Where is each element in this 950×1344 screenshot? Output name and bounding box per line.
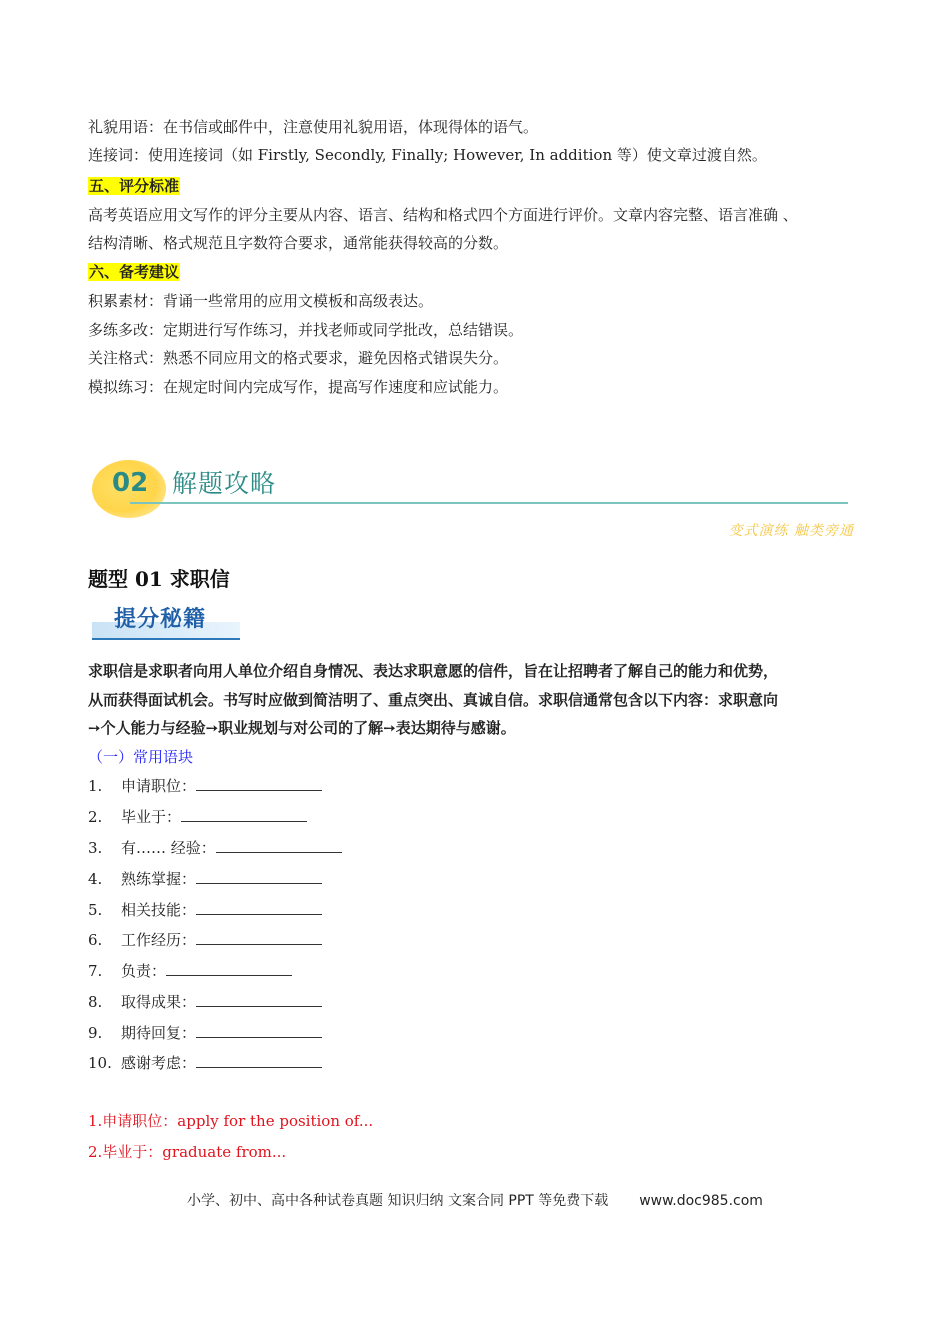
answer-blank[interactable] <box>216 838 342 853</box>
prep-line-3: 关注格式：熟悉不同应用文的格式要求，避免因格式错误失分。 <box>88 349 509 367</box>
phrase-item <box>88 1053 322 1073</box>
phrase-label: 工作经历： <box>121 931 197 949</box>
footer-url[interactable]: www.doc985.com <box>639 1193 763 1209</box>
phrase-item <box>88 961 292 981</box>
answer-blank[interactable] <box>196 776 322 791</box>
section-heading-scoring <box>88 176 180 196</box>
phrase-label: 申请职位： <box>121 777 197 795</box>
phrase-item <box>88 992 322 1012</box>
answer-blank[interactable] <box>181 807 307 822</box>
phrase-label: 毕业于： <box>121 808 182 826</box>
phrase-label: 有…… 经验： <box>121 839 216 857</box>
subsection-heading: （一）常用语块 <box>88 748 194 766</box>
banner-title: 解题攻略 <box>172 469 277 498</box>
banner-rule <box>130 502 848 504</box>
scoring-line-2: 结构清晰、格式规范且字数符合要求，通常能获得较高的分数。 <box>88 234 509 252</box>
phrase-label: 熟练掌握： <box>121 870 197 888</box>
phrase-number: 6. <box>88 931 103 949</box>
page-footer <box>0 1190 950 1210</box>
tip-badge-label: 提分秘籍 <box>114 607 207 632</box>
phrase-label: 期待回复： <box>121 1024 197 1042</box>
prep-line-4: 模拟练习：在规定时间内完成写作，提高写作速度和应试能力。 <box>88 378 509 396</box>
description-line-1: 求职信是求职者向用人单位介绍自身情况、表达求职意愿的信件，旨在让招聘者了解自己的能力和优势， <box>88 662 779 680</box>
footer-text: 小学、初中、高中各种试卷真题 知识归纳 文案合同 PPT 等免费下载 <box>187 1193 609 1209</box>
phrase-number: 4. <box>88 870 103 888</box>
section-heading-scoring-text: 五、评分标准 <box>89 177 180 195</box>
intro-line-courtesy: 礼貌用语：在书信或邮件中，注意使用礼貌用语，体现得体的语气。 <box>88 118 539 136</box>
phrase-number: 3. <box>88 839 103 857</box>
strategy-banner <box>92 452 862 552</box>
phrase-number: 10. <box>88 1054 112 1072</box>
phrase-label: 取得成果： <box>121 993 197 1011</box>
section-heading-prep-text: 六、备考建议 <box>89 263 180 281</box>
phrase-number: 5. <box>88 901 103 919</box>
phrase-number: 2. <box>88 808 103 826</box>
prep-line-1: 积累素材：背诵一些常用的应用文模板和高级表达。 <box>88 292 434 310</box>
answer-line-2: 2.毕业于：graduate from... <box>88 1143 287 1161</box>
section-heading-prep <box>88 262 180 282</box>
phrase-number: 8. <box>88 993 103 1011</box>
answer-blank[interactable] <box>196 900 322 915</box>
phrase-item <box>88 900 322 920</box>
answer-line-1: 1.申请职位：apply for the position of... <box>88 1112 374 1130</box>
phrase-item <box>88 930 322 950</box>
phrase-number: 1. <box>88 777 103 795</box>
banner-subtitle: 变式演练 触类旁通 <box>728 523 854 539</box>
phrase-item <box>88 1023 322 1043</box>
prep-line-2: 多练多改：定期进行写作练习，并找老师或同学批改，总结错误。 <box>88 321 524 339</box>
phrase-label: 相关技能： <box>121 901 197 919</box>
phrase-number: 7. <box>88 962 103 980</box>
answer-blank[interactable] <box>196 1053 322 1068</box>
phrase-item <box>88 869 322 889</box>
phrase-label: 感谢考虑： <box>121 1054 197 1072</box>
banner-number: 02 <box>112 468 149 498</box>
phrase-item <box>88 838 342 858</box>
type-title: 题型 01 求职信 <box>88 567 230 591</box>
scoring-line-1: 高考英语应用文写作的评分主要从内容、语言、结构和格式四个方面进行评价。文章内容完整、语言准确 、 <box>88 206 798 224</box>
answer-blank[interactable] <box>196 1023 322 1038</box>
intro-line-connectors: 连接词：使用连接词（如 Firstly, Secondly, Finally; However, In addition 等）使文章过渡自然。 <box>88 146 767 164</box>
phrase-number: 9. <box>88 1024 103 1042</box>
description-line-3: ➙个人能力与经验➙职业规划与对公司的了解➙表达期待与感谢。 <box>88 719 516 737</box>
answer-blank[interactable] <box>196 930 322 945</box>
phrase-item <box>88 776 322 796</box>
tip-badge-underline <box>92 638 240 640</box>
answer-blank[interactable] <box>196 869 322 884</box>
answer-blank[interactable] <box>196 992 322 1007</box>
description-line-2: 从而获得面试机会。书写时应做到简洁明了、重点突出、真诚自信。求职信通常包含以下内容：求职意向 <box>88 691 779 709</box>
phrase-item <box>88 807 307 827</box>
tip-badge <box>92 600 242 642</box>
answer-blank[interactable] <box>166 961 292 976</box>
phrase-label: 负责： <box>121 962 167 980</box>
